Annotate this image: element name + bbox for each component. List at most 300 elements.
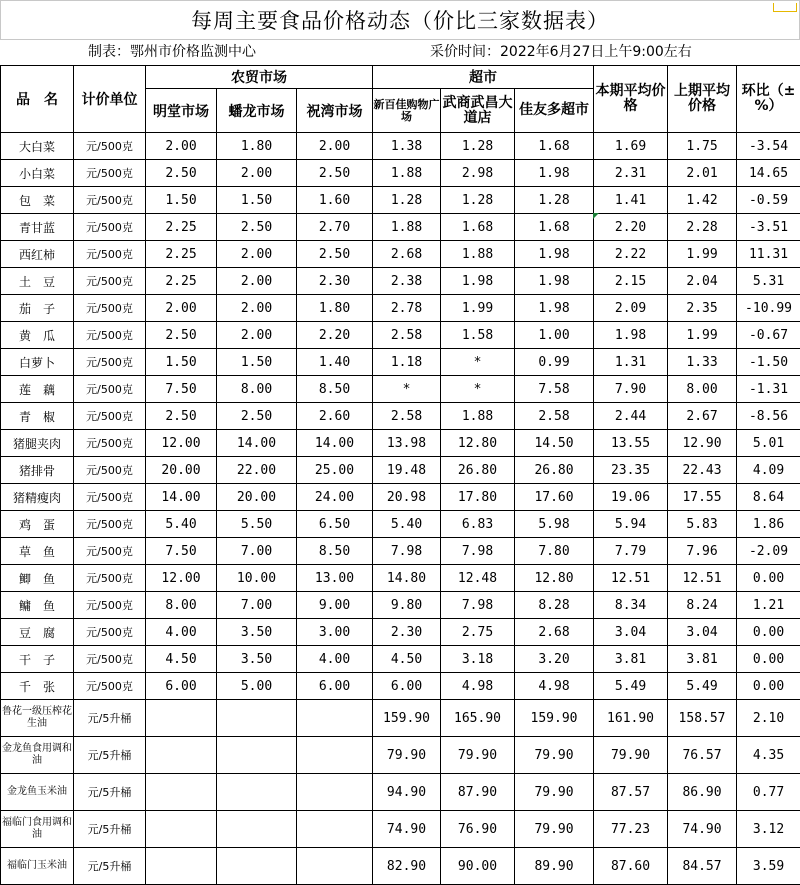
- unit-cell: 元/5升桶: [74, 700, 146, 737]
- price-cell-avg: 8.34: [594, 592, 668, 619]
- table-row: [1, 484, 800, 511]
- price-cell-avg: 87.57: [594, 774, 668, 811]
- unit-cell: 元/500克: [74, 376, 146, 403]
- item-name-cell: 鳙 鱼: [1, 592, 74, 619]
- price-cell-prev: 1.75: [668, 133, 737, 160]
- item-name-cell: 大白菜: [1, 133, 74, 160]
- header-super-3: 佳友多超市: [515, 89, 594, 133]
- unit-cell: 元/500克: [74, 403, 146, 430]
- price-cell-s1: 7.98: [373, 538, 441, 565]
- title-bar: [0, 0, 800, 40]
- unit-cell: 元/5升桶: [74, 811, 146, 848]
- item-name-cell: 猪排骨: [1, 457, 74, 484]
- price-cell-avg: 1.69: [594, 133, 668, 160]
- price-cell-chg: -10.99: [737, 295, 800, 322]
- price-cell-s3: 2.58: [515, 403, 594, 430]
- price-cell-prev: 1.99: [668, 241, 737, 268]
- price-cell-avg: 19.06: [594, 484, 668, 511]
- price-cell-s3: 1.98: [515, 160, 594, 187]
- empty-cell: [217, 700, 297, 737]
- price-cell-chg: -0.59: [737, 187, 800, 214]
- unit-cell: 元/500克: [74, 646, 146, 673]
- price-cell-chg: 1.86: [737, 511, 800, 538]
- price-cell-avg: 7.90: [594, 376, 668, 403]
- price-cell-chg: -3.54: [737, 133, 800, 160]
- price-cell-avg: 1.98: [594, 322, 668, 349]
- price-cell-prev: 12.90: [668, 430, 737, 457]
- price-cell-m3: 2.30: [297, 268, 373, 295]
- table-row: [1, 322, 800, 349]
- price-cell-prev: 158.57: [668, 700, 737, 737]
- price-cell-avg: 3.04: [594, 619, 668, 646]
- price-cell-avg: 23.35: [594, 457, 668, 484]
- price-cell-s2: 1.99: [441, 295, 515, 322]
- header-avg-current: 本期平均价格: [594, 66, 668, 133]
- price-cell-s2: 1.88: [441, 241, 515, 268]
- price-cell-avg: 2.44: [594, 403, 668, 430]
- price-cell-m3: 8.50: [297, 538, 373, 565]
- price-cell-prev: 2.28: [668, 214, 737, 241]
- price-cell-s2: 2.98: [441, 160, 515, 187]
- price-cell-chg: -1.50: [737, 349, 800, 376]
- price-cell-chg: -8.56: [737, 403, 800, 430]
- price-cell-m2: 14.00: [217, 430, 297, 457]
- page-title: 每周主要食品价格动态（价比三家数据表）: [191, 5, 609, 35]
- empty-cell: [297, 737, 373, 774]
- table-row: [1, 511, 800, 538]
- price-cell-s1: 1.88: [373, 214, 441, 241]
- price-cell-m3: 4.00: [297, 646, 373, 673]
- price-cell-s3: 5.98: [515, 511, 594, 538]
- price-cell-avg: 2.31: [594, 160, 668, 187]
- unit-cell: 元/5升桶: [74, 737, 146, 774]
- price-cell-m1: 4.00: [146, 619, 217, 646]
- table-row: [1, 187, 800, 214]
- price-cell-s2: 165.90: [441, 700, 515, 737]
- price-cell-chg: -1.31: [737, 376, 800, 403]
- price-cell-chg: 0.00: [737, 565, 800, 592]
- price-cell-chg: 3.12: [737, 811, 800, 848]
- price-cell-s2: 3.18: [441, 646, 515, 673]
- price-cell-m3: 2.50: [297, 241, 373, 268]
- empty-cell: [146, 774, 217, 811]
- price-cell-prev: 17.55: [668, 484, 737, 511]
- price-cell-prev: 12.51: [668, 565, 737, 592]
- table-row: [1, 160, 800, 187]
- unit-cell: 元/500克: [74, 673, 146, 700]
- comment-indicator: [593, 213, 599, 219]
- header-change: 环比（±%）: [737, 66, 800, 133]
- price-cell-s2: 17.80: [441, 484, 515, 511]
- price-cell-chg: 4.09: [737, 457, 800, 484]
- unit-cell: 元/500克: [74, 619, 146, 646]
- price-cell-s1: 2.58: [373, 322, 441, 349]
- unit-cell: 元/500克: [74, 322, 146, 349]
- price-cell-prev: 8.24: [668, 592, 737, 619]
- price-cell-m1: 8.00: [146, 592, 217, 619]
- price-cell-s3: 3.20: [515, 646, 594, 673]
- price-cell-prev: 5.83: [668, 511, 737, 538]
- price-cell-prev: 2.35: [668, 295, 737, 322]
- empty-cell: [217, 811, 297, 848]
- price-cell-prev: 1.33: [668, 349, 737, 376]
- empty-cell: [146, 848, 217, 885]
- price-cell-avg: 13.55: [594, 430, 668, 457]
- table-row: [1, 457, 800, 484]
- price-cell-m2: 7.00: [217, 538, 297, 565]
- price-cell-m2: 2.00: [217, 241, 297, 268]
- unit-cell: 元/500克: [74, 187, 146, 214]
- price-cell-m1: 2.25: [146, 214, 217, 241]
- unit-cell: 元/500克: [74, 484, 146, 511]
- price-cell-s1: 4.50: [373, 646, 441, 673]
- price-cell-prev: 5.49: [668, 673, 737, 700]
- price-cell-s2: 1.28: [441, 187, 515, 214]
- empty-cell: [217, 737, 297, 774]
- price-cell-m3: 8.50: [297, 376, 373, 403]
- price-cell-chg: 5.01: [737, 430, 800, 457]
- item-name-cell: 猪精瘦肉: [1, 484, 74, 511]
- unit-cell: 元/500克: [74, 457, 146, 484]
- price-cell-s3: 89.90: [515, 848, 594, 885]
- price-cell-s3: 2.68: [515, 619, 594, 646]
- price-cell-s2: 7.98: [441, 538, 515, 565]
- price-cell-m1: 5.40: [146, 511, 217, 538]
- table-row: [1, 376, 800, 403]
- price-cell-prev: 2.01: [668, 160, 737, 187]
- price-cell-s2: 26.80: [441, 457, 515, 484]
- price-cell-avg: 79.90: [594, 737, 668, 774]
- price-cell-m1: 2.25: [146, 268, 217, 295]
- price-cell-s2: *: [441, 349, 515, 376]
- item-name-cell: 莲 藕: [1, 376, 74, 403]
- table-row: [1, 295, 800, 322]
- header-avg-prev: 上期平均价格: [668, 66, 737, 133]
- price-cell-m2: 8.00: [217, 376, 297, 403]
- price-cell-prev: 3.81: [668, 646, 737, 673]
- price-cell-s2: 4.98: [441, 673, 515, 700]
- price-cell-s3: 159.90: [515, 700, 594, 737]
- price-cell-m1: 1.50: [146, 349, 217, 376]
- header-name: 品 名: [1, 66, 74, 133]
- price-cell-m3: 6.50: [297, 511, 373, 538]
- price-cell-s3: 17.60: [515, 484, 594, 511]
- unit-cell: 元/5升桶: [74, 848, 146, 885]
- price-cell-chg: -2.09: [737, 538, 800, 565]
- price-cell-prev: 22.43: [668, 457, 737, 484]
- price-cell-m2: 2.50: [217, 403, 297, 430]
- price-cell-chg: 0.00: [737, 673, 800, 700]
- item-name-cell: 茄 子: [1, 295, 74, 322]
- price-cell-m1: 4.50: [146, 646, 217, 673]
- price-cell-prev: 2.04: [668, 268, 737, 295]
- price-cell-m3: 9.00: [297, 592, 373, 619]
- price-cell-chg: 3.59: [737, 848, 800, 885]
- price-cell-m2: 2.00: [217, 322, 297, 349]
- price-cell-s1: 2.78: [373, 295, 441, 322]
- price-cell-s1: 14.80: [373, 565, 441, 592]
- price-cell-m2: 2.00: [217, 295, 297, 322]
- price-cell-m3: 1.60: [297, 187, 373, 214]
- price-cell-s3: 12.80: [515, 565, 594, 592]
- price-cell-s3: 8.28: [515, 592, 594, 619]
- empty-cell: [297, 811, 373, 848]
- table-row-oil: [1, 848, 800, 885]
- price-cell-s1: 5.40: [373, 511, 441, 538]
- price-cell-s3: 14.50: [515, 430, 594, 457]
- item-name-cell: 千 张: [1, 673, 74, 700]
- price-cell-prev: 2.67: [668, 403, 737, 430]
- price-cell-chg: 5.31: [737, 268, 800, 295]
- price-cell-s2: *: [441, 376, 515, 403]
- item-name-cell: 黄 瓜: [1, 322, 74, 349]
- table-row: [1, 403, 800, 430]
- item-name-cell: 鸡 蛋: [1, 511, 74, 538]
- price-table: [0, 65, 800, 885]
- table-row: [1, 592, 800, 619]
- price-cell-m3: 2.00: [297, 133, 373, 160]
- price-cell-s1: 79.90: [373, 737, 441, 774]
- price-cell-chg: 14.65: [737, 160, 800, 187]
- price-cell-m1: 2.50: [146, 403, 217, 430]
- price-cell-m1: 2.00: [146, 295, 217, 322]
- price-cell-m2: 5.00: [217, 673, 297, 700]
- price-time-label: 采价时间：2022年6月27日上午9:00左右: [430, 39, 692, 65]
- unit-cell: 元/500克: [74, 241, 146, 268]
- price-cell-s1: 2.30: [373, 619, 441, 646]
- header-unit: 计价单位: [74, 66, 146, 133]
- price-cell-avg: 2.20: [594, 214, 668, 241]
- price-cell-chg: -3.51: [737, 214, 800, 241]
- table-row: [1, 214, 800, 241]
- price-cell-avg: 2.09: [594, 295, 668, 322]
- price-cell-s1: 1.88: [373, 160, 441, 187]
- price-cell-m2: 1.50: [217, 349, 297, 376]
- price-cell-s1: 2.38: [373, 268, 441, 295]
- price-cell-prev: 74.90: [668, 811, 737, 848]
- price-cell-s1: 74.90: [373, 811, 441, 848]
- item-name-cell: 豆 腐: [1, 619, 74, 646]
- price-cell-m3: 13.00: [297, 565, 373, 592]
- price-cell-m1: 2.50: [146, 160, 217, 187]
- table-row: [1, 430, 800, 457]
- empty-cell: [146, 737, 217, 774]
- price-cell-m3: 25.00: [297, 457, 373, 484]
- price-cell-m1: 12.00: [146, 565, 217, 592]
- price-cell-m1: 7.50: [146, 376, 217, 403]
- price-cell-m2: 1.80: [217, 133, 297, 160]
- unit-cell: 元/500克: [74, 538, 146, 565]
- price-cell-prev: 1.99: [668, 322, 737, 349]
- price-cell-m3: 14.00: [297, 430, 373, 457]
- price-cell-s3: 79.90: [515, 774, 594, 811]
- price-cell-m1: 12.00: [146, 430, 217, 457]
- price-cell-m2: 22.00: [217, 457, 297, 484]
- header-super-2: 武商武昌大道店: [441, 89, 515, 133]
- price-cell-m2: 3.50: [217, 619, 297, 646]
- price-cell-m3: 2.20: [297, 322, 373, 349]
- table-row: [1, 538, 800, 565]
- header-market-3: 祝湾市场: [297, 89, 373, 133]
- price-cell-s1: 94.90: [373, 774, 441, 811]
- price-cell-m1: 2.00: [146, 133, 217, 160]
- header-farm-markets: 农贸市场: [146, 66, 373, 89]
- price-cell-s1: 1.18: [373, 349, 441, 376]
- oil-name-cell: 鲁花一级压榨花生油: [1, 700, 74, 737]
- price-cell-chg: -0.67: [737, 322, 800, 349]
- price-cell-chg: 11.31: [737, 241, 800, 268]
- header-market-2: 蟠龙市场: [217, 89, 297, 133]
- item-name-cell: 土 豆: [1, 268, 74, 295]
- price-cell-prev: 8.00: [668, 376, 737, 403]
- price-cell-chg: 0.00: [737, 646, 800, 673]
- price-cell-s2: 1.28: [441, 133, 515, 160]
- price-cell-avg: 7.79: [594, 538, 668, 565]
- price-cell-chg: 0.77: [737, 774, 800, 811]
- price-cell-m1: 14.00: [146, 484, 217, 511]
- unit-cell: 元/500克: [74, 133, 146, 160]
- oil-name-cell: 福临门食用调和油: [1, 811, 74, 848]
- unit-cell: 元/500克: [74, 349, 146, 376]
- price-cell-m1: 2.25: [146, 241, 217, 268]
- price-cell-s3: 1.00: [515, 322, 594, 349]
- price-cell-s1: 19.48: [373, 457, 441, 484]
- empty-cell: [297, 774, 373, 811]
- price-cell-prev: 84.57: [668, 848, 737, 885]
- item-name-cell: 青 椒: [1, 403, 74, 430]
- item-name-cell: 干 子: [1, 646, 74, 673]
- price-cell-avg: 2.22: [594, 241, 668, 268]
- price-cell-s3: 1.98: [515, 241, 594, 268]
- item-name-cell: 西红柿: [1, 241, 74, 268]
- price-cell-m1: 6.00: [146, 673, 217, 700]
- table-row: [1, 619, 800, 646]
- unit-cell: 元/500克: [74, 160, 146, 187]
- price-cell-s3: 0.99: [515, 349, 594, 376]
- price-cell-m3: 6.00: [297, 673, 373, 700]
- table-row: [1, 133, 800, 160]
- item-name-cell: 鲫 鱼: [1, 565, 74, 592]
- price-cell-m3: 2.50: [297, 160, 373, 187]
- table-row-oil: [1, 737, 800, 774]
- price-cell-s1: 13.98: [373, 430, 441, 457]
- price-cell-s2: 79.90: [441, 737, 515, 774]
- price-cell-avg: 1.41: [594, 187, 668, 214]
- price-cell-s1: 1.38: [373, 133, 441, 160]
- price-cell-s2: 1.98: [441, 268, 515, 295]
- price-cell-prev: 76.57: [668, 737, 737, 774]
- unit-cell: 元/500克: [74, 430, 146, 457]
- price-cell-s2: 12.48: [441, 565, 515, 592]
- price-cell-s1: *: [373, 376, 441, 403]
- empty-cell: [297, 848, 373, 885]
- header-market-1: 明堂市场: [146, 89, 217, 133]
- price-cell-s3: 7.80: [515, 538, 594, 565]
- unit-cell: 元/500克: [74, 511, 146, 538]
- oil-name-cell: 金龙鱼玉米油: [1, 774, 74, 811]
- price-cell-chg: 0.00: [737, 619, 800, 646]
- price-cell-s2: 1.58: [441, 322, 515, 349]
- oil-name-cell: 金龙鱼食用调和油: [1, 737, 74, 774]
- table-row-oil: [1, 811, 800, 848]
- empty-cell: [146, 700, 217, 737]
- price-cell-s3: 1.98: [515, 268, 594, 295]
- price-cell-s1: 82.90: [373, 848, 441, 885]
- price-cell-m3: 1.80: [297, 295, 373, 322]
- price-cell-chg: 8.64: [737, 484, 800, 511]
- price-cell-s1: 159.90: [373, 700, 441, 737]
- price-cell-s2: 90.00: [441, 848, 515, 885]
- price-cell-s1: 2.68: [373, 241, 441, 268]
- price-cell-m3: 1.40: [297, 349, 373, 376]
- price-cell-avg: 3.81: [594, 646, 668, 673]
- price-cell-m2: 2.00: [217, 268, 297, 295]
- unit-cell: 元/5升桶: [74, 774, 146, 811]
- price-cell-s1: 1.28: [373, 187, 441, 214]
- table-row: [1, 268, 800, 295]
- price-cell-m3: 2.70: [297, 214, 373, 241]
- price-cell-m2: 5.50: [217, 511, 297, 538]
- price-cell-s3: 79.90: [515, 811, 594, 848]
- header-supermarkets: 超市: [373, 66, 594, 89]
- price-cell-s3: 1.68: [515, 214, 594, 241]
- price-cell-chg: 4.35: [737, 737, 800, 774]
- price-cell-prev: 86.90: [668, 774, 737, 811]
- price-cell-s3: 1.28: [515, 187, 594, 214]
- empty-cell: [146, 811, 217, 848]
- item-name-cell: 小白菜: [1, 160, 74, 187]
- price-cell-m1: 7.50: [146, 538, 217, 565]
- price-cell-avg: 1.31: [594, 349, 668, 376]
- price-cell-avg: 77.23: [594, 811, 668, 848]
- unit-cell: 元/500克: [74, 295, 146, 322]
- unit-cell: 元/500克: [74, 565, 146, 592]
- price-cell-s3: 1.68: [515, 133, 594, 160]
- price-cell-s2: 1.68: [441, 214, 515, 241]
- price-cell-m2: 10.00: [217, 565, 297, 592]
- price-cell-s3: 1.98: [515, 295, 594, 322]
- item-name-cell: 青甘蓝: [1, 214, 74, 241]
- price-cell-s1: 2.58: [373, 403, 441, 430]
- oil-name-cell: 福临门玉米油: [1, 848, 74, 885]
- price-cell-s3: 7.58: [515, 376, 594, 403]
- item-name-cell: 猪腿夹肉: [1, 430, 74, 457]
- price-cell-s3: 26.80: [515, 457, 594, 484]
- unit-cell: 元/500克: [74, 268, 146, 295]
- header-row-group: [1, 66, 800, 89]
- empty-cell: [297, 700, 373, 737]
- item-name-cell: 白萝卜: [1, 349, 74, 376]
- empty-cell: [217, 774, 297, 811]
- price-cell-s2: 1.88: [441, 403, 515, 430]
- price-cell-m2: 1.50: [217, 187, 297, 214]
- table-row: [1, 646, 800, 673]
- price-cell-chg: 2.10: [737, 700, 800, 737]
- price-cell-s2: 7.98: [441, 592, 515, 619]
- price-cell-s2: 76.90: [441, 811, 515, 848]
- price-cell-m2: 2.50: [217, 214, 297, 241]
- price-cell-m3: 2.60: [297, 403, 373, 430]
- price-cell-m2: 7.00: [217, 592, 297, 619]
- price-cell-chg: 1.21: [737, 592, 800, 619]
- price-cell-s3: 4.98: [515, 673, 594, 700]
- price-cell-m2: 20.00: [217, 484, 297, 511]
- unit-cell: 元/500克: [74, 592, 146, 619]
- empty-cell: [217, 848, 297, 885]
- table-row-oil: [1, 700, 800, 737]
- price-cell-avg: 12.51: [594, 565, 668, 592]
- price-cell-s2: 87.90: [441, 774, 515, 811]
